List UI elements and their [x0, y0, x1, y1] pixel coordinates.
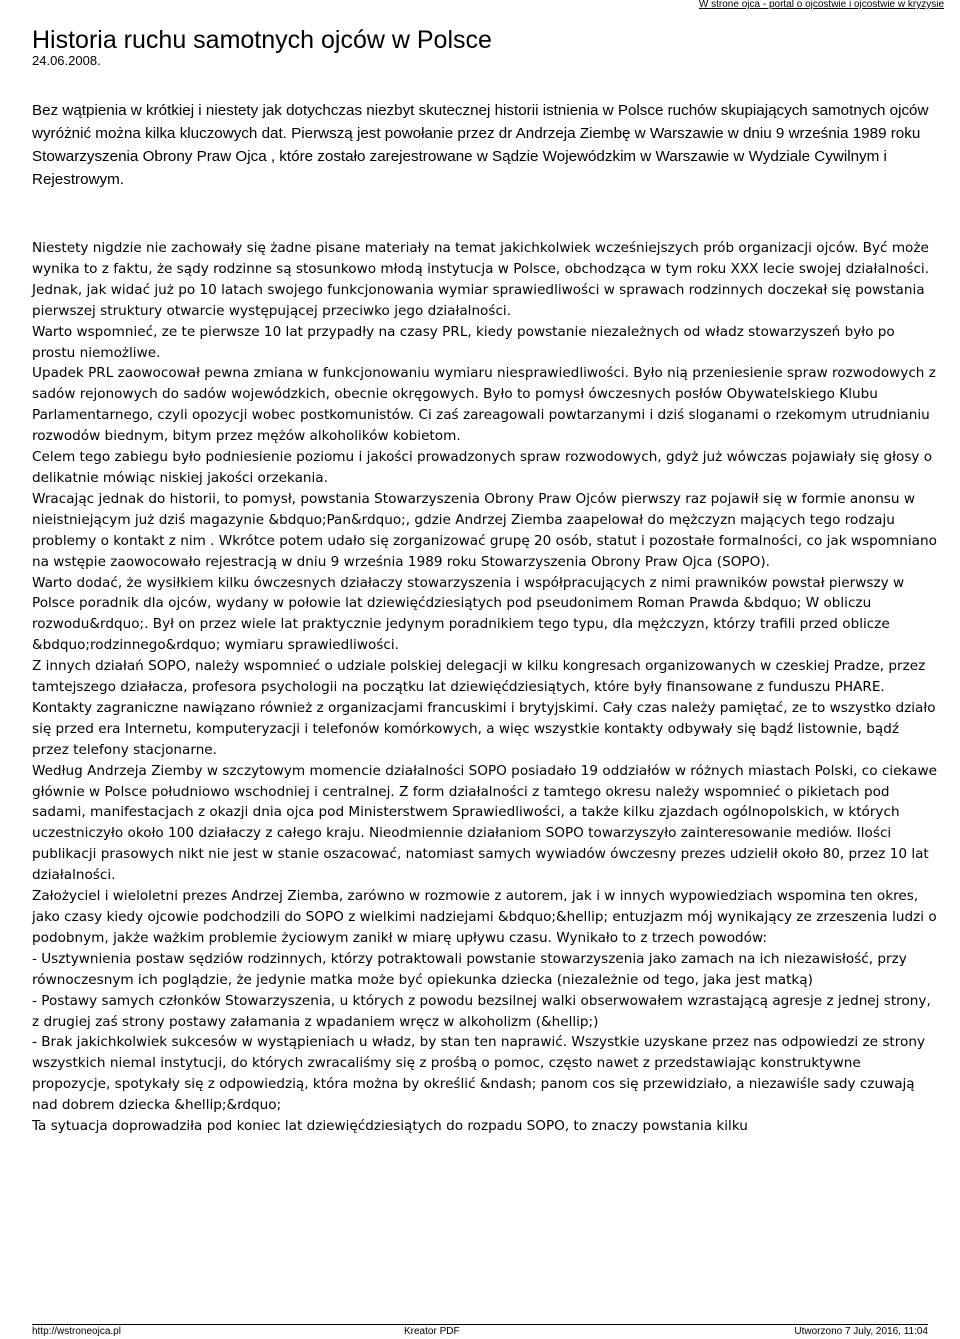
page-footer	[32, 1324, 928, 1339]
body-paragraph: - Usztywnienia postaw sędziów rodzinnych, którzy potraktowali powstanie stowarzyszenia jako zamach na ich niezawisłość, przy równoczesnym ich poglądzie, że jedynie matka może być opiekunka dziecka (niezależnie od tego, jaka jest matką)	[32, 950, 907, 988]
body-paragraph: Założyciel i wieloletni prezes Andrzej Ziemba, zarówno w rozmowie z autorem, jak i w innych wypowiedziach wspomina ten okres, jako czasy kiedy ojcowie podchodzili do SOPO z wielkimi nadziejami &bdquo;&hellip; entuzjazm mój wynikający ze zrzeszenia ludzi o podobnym, jakże ważkim problemie życiowym zanikł w miarę upływu czasu. Wynikało to z trzech powodów:	[32, 888, 937, 946]
body-paragraph: Upadek PRL zaowocował pewna zmiana w funkcjonowaniu wymiaru niesprawiedliwości. Było nią przeniesienie spraw rozwodowych z sadów rejonowych do sadów wojewódzkich, obecnie okręgowych. Było to pomysł ówczesnych posłów Obywatelskiego Klubu Parlamentarnego, czyli opozycji wobec postkomunistów. Ci zaś zareagowali powtarzanymi i dziś sloganami o rzekomym utrudnianiu rozwodów biednym, bitym przez mężów alkoholików kobietom.	[32, 365, 936, 445]
body-paragraph: Ta sytuacja doprowadziła pod koniec lat dziewięćdziesiątych do rozpadu SOPO, to znaczy powstania kilku	[32, 1118, 748, 1135]
article-body	[32, 238, 938, 1137]
body-paragraph: - Postawy samych członków Stowarzyszenia, u których z powodu bezsilnej walki obserwowałem wzrastającą agresje z jednej strony, z drugiej zaś strony postawy załamania z wpadaniem wręcz w alkoholizm (&hellip;)	[32, 992, 931, 1030]
body-paragraph: Warto dodać, że wysiłkiem kilku ówczesnych działaczy stowarzyszenia i współpracujących z nimi prawników powstał pierwszy w Polsce poradnik dla ojców, wydany w połowie lat dziewięćdziesiątych pod pseudonimem Roman Prawda &bdquo; W obliczu rozwodu&rdquo;. Był on przez wiele lat praktycznie jedynym poradnikiem tego typu, dla mężczyzn, którzy trafili przed oblicze &bdquo;rodzinnego&rdquo; wymiaru sprawiedliwości.	[32, 574, 905, 654]
body-paragraph: Według Andrzeja Ziemby w szczytowym momencie działalności SOPO posiadało 19 oddziałów w różnych miastach Polski, co ciekawe głównie w Polsce południowo wschodniej i centralnej. Z form działalności z tamtego okresu należy wspomnieć o pikietach pod sadami, manifestacjach z okazji dnia ojca pod Ministerstwem Sprawiedliwości, a także kilku zjazdach ogólnopolskich, w których uczestniczyło około 100 działaczy z całego kraju. Nieodmiennie działaniom SOPO towarzyszyło zainteresowanie mediów. Ilości publikacji prasowych nikt nie jest w stanie oszacować, natomiast samych wywiadów ówczesny prezes udzielił około 80, przez 10 lat działalności.	[32, 762, 937, 884]
footer-generator: Kreator PDF	[404, 1326, 460, 1337]
page-title: Historia ruchu samotnych ojców w Polsce	[32, 26, 492, 54]
body-paragraph: Z innych działań SOPO, należy wspomnieć o udziale polskiej delegacji w kilku kongresach organizowanych w czeskiej Pradze, przez tamtejszego działacza, profesora psychologii na początku lat dziewięćdziesiątych, które były finansowane z funduszu PHARE. Kontakty zagraniczne nawiązano również z organizacjami francuskimi i brytyjskimi. Cały czas należy pamiętać, ze to wszystko działo się przed era Internetu, komputeryzacji i telefonów komórkowych, a więc wszystkie kontakty odbywały się bądź listownie, bądź przez telefony stacjonarne.	[32, 658, 936, 758]
body-paragraph: Jednak, jak widać już po 10 latach swojego funkcjonowania wymiar sprawiedliwości w sprawach rodzinnych doczekał się powstania pierwszej struktury otwarcie występującej przeciwko jego działalności.	[32, 281, 925, 319]
footer-created-date: Utworzono 7 July, 2016, 11:04	[794, 1326, 928, 1337]
body-paragraph: - Brak jakichkolwiek sukcesów w wystąpieniach u władz, by stan ten naprawić. Wszystkie uzyskane przez nas odpowiedzi ze strony wszystkich niemal instytucji, do których zwracaliśmy się z prośbą o pomoc, często nawet z przedstawiając konstruktywne propozycje, spotykały się z odpowiedzią, która można by określić &ndash; panom cos się przewidziało, a niezawiśle sady czuwają nad dobrem dziecka &hellip;&rdquo;	[32, 1034, 926, 1114]
intro-paragraph: Bez wątpienia w krótkiej i niestety jak dotychczas niezbyt skutecznej historii istnienia w Polsce ruchów skupiających samotnych ojców wyróżnić można kilka kluczowych dat. Pierwszą jest powołanie przez dr Andrzeja Ziembę w Warszawie w dniu 9 września 1989 roku Stowarzyszenia Obrony Praw Ojca , które zostało zarejestrowane w Sądzie Wojewódzkim w Warszawie w Wydziale Cywilnym i Rejestrowym.	[32, 102, 929, 188]
footer-url-link[interactable]: http://wstroneojca.pl	[32, 1326, 121, 1337]
body-paragraph: Warto wspomnieć, ze te pierwsze 10 lat przypadły na czasy PRL, kiedy powstanie niezależnych od władz stowarzyszeń było po prostu niemożliwe.	[32, 323, 895, 361]
body-paragraph: Niestety nigdzie nie zachowały się żadne pisane materiały na temat jakichkolwiek wcześniejszych prób organizacji ojców. Być może wynika to z faktu, że sądy rodzinne są stosunkowo młodą instytucja w Polsce, obchodząca w tym roku XXX lecie swojej działalności.	[32, 240, 930, 277]
body-paragraph: Wracając jednak do historii, to pomysł, powstania Stowarzyszenia Obrony Praw Ojców pierwszy raz pojawił się w formie anonsu w nieistniejącym już dziś magazynie &bdquo;Pan&rdquo;, gdzie Andrzej Ziemba zaapelował do mężczyzn mających tego rodzaju problemy o kontakt z nim . Wkrótce potem udało się zorganizować grupę 20 osób, statut i pozostałe formalności, co jak wspomniano na wstępie zaowocowało rejestracją w dniu 9 września 1989 roku Stowarzyszenia Obrony Praw Ojca (SOPO).	[32, 490, 937, 570]
body-paragraph: Celem tego zabiegu było podniesienie poziomu i jakości prowadzonych spraw rozwodowych, gdyż już wówczas pojawiały się głosy o delikatnie mówiąc niskiej jakości orzekania.	[32, 449, 933, 486]
publish-date: 24.06.2008.	[32, 53, 101, 68]
site-header-link[interactable]: W strone ojca - portal o ojcostwie i ojcostwie w kryzysie	[698, 0, 944, 10]
